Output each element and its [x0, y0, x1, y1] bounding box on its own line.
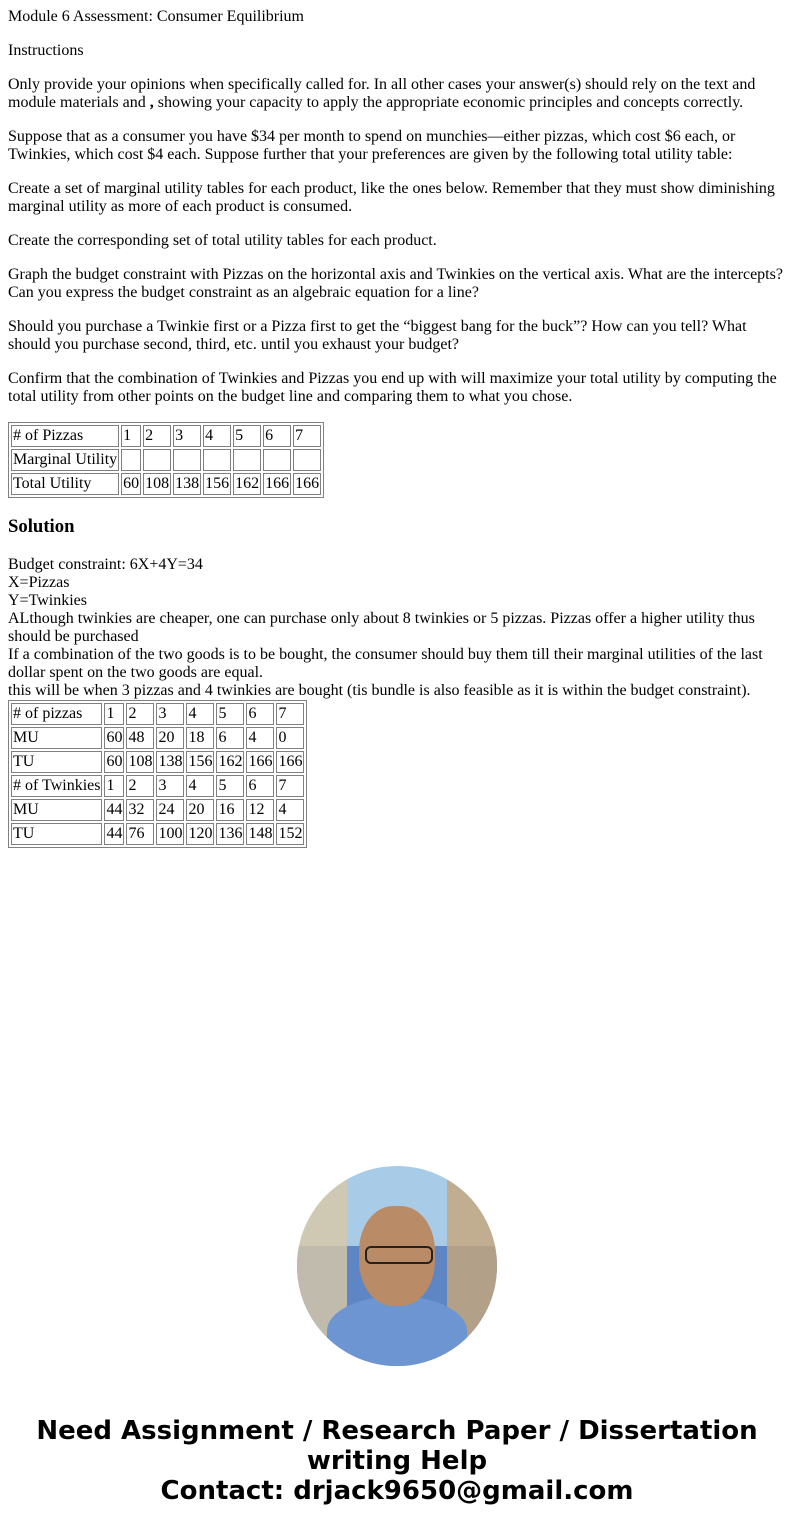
table-row — [11, 799, 304, 821]
row-header: Total Utility — [11, 473, 119, 495]
row-header: Marginal Utility — [11, 449, 119, 471]
row-header: TU — [11, 751, 102, 773]
row-header: MU — [11, 727, 102, 749]
solution-line: ALthough twinkies are cheaper, one can purchase only about 8 twinkies or 5 pizzas. Pizzas offer a higher utility thus should be purchased — [8, 610, 755, 645]
table-cell: 1 — [121, 425, 141, 447]
table-cell: 156 — [203, 473, 231, 495]
table-cell: 5 — [233, 425, 261, 447]
contact-email: Contact: drjack9650@gmail.com — [160, 1476, 634, 1506]
table-cell: 3 — [173, 425, 201, 447]
solution-line: X=Pizzas — [8, 574, 70, 591]
table-row — [11, 449, 321, 471]
table-row — [11, 751, 304, 773]
table-cell: 1 — [104, 703, 124, 725]
table-cell: 12 — [246, 799, 274, 821]
table-cell: 7 — [276, 703, 304, 725]
author-photo — [297, 1166, 497, 1366]
table-cell: 100 — [156, 823, 184, 845]
table-cell: 120 — [186, 823, 214, 845]
page-title: Module 6 Assessment: Consumer Equilibrium — [8, 8, 304, 25]
table-cell — [173, 449, 201, 471]
table-cell: 7 — [293, 425, 321, 447]
table-cell — [263, 449, 291, 471]
table-cell: 148 — [246, 823, 274, 845]
table-row — [11, 473, 321, 495]
row-header: # of Twinkies — [11, 775, 102, 797]
table-cell: 2 — [143, 425, 171, 447]
contact-banner — [8, 1416, 786, 1506]
table-row — [11, 823, 304, 845]
table-cell: 4 — [276, 799, 304, 821]
table-cell: 1 — [104, 775, 124, 797]
table-cell — [203, 449, 231, 471]
solution-line: this will be when 3 pizzas and 4 twinkies are bought (tis bundle is also feasible as it is within the budget constraint). — [8, 682, 751, 699]
table-cell: 32 — [126, 799, 154, 821]
table-cell: 166 — [246, 751, 274, 773]
table-cell: 162 — [216, 751, 244, 773]
table-cell: 166 — [293, 473, 321, 495]
table-cell: 156 — [186, 751, 214, 773]
table-cell: 3 — [156, 775, 184, 797]
table-cell: 4 — [203, 425, 231, 447]
table-cell — [293, 449, 321, 471]
table-row — [11, 775, 304, 797]
table-cell: 20 — [156, 727, 184, 749]
text: Only provide your opinions when specifically called for. In all other cases your answer(s) should rely on the text and module materials and — [8, 76, 756, 111]
table-cell: 0 — [276, 727, 304, 749]
text: showing your capacity to apply the appropriate economic principles and concepts correctly. — [153, 94, 744, 111]
table-row — [11, 727, 304, 749]
row-header: # of pizzas — [11, 703, 102, 725]
table-cell: 166 — [276, 751, 304, 773]
table-cell: 6 — [246, 703, 274, 725]
table-row — [11, 425, 321, 447]
table-cell — [121, 449, 141, 471]
table-cell: 2 — [126, 775, 154, 797]
banner-line: Need Assignment / Research Paper / Dissertation writing Help — [36, 1416, 758, 1476]
table-cell: 162 — [233, 473, 261, 495]
table-cell: 48 — [126, 727, 154, 749]
table-cell: 60 — [104, 751, 124, 773]
solution-line: If a combination of the two goods is to be bought, the consumer should buy them till their marginal utilities of the last dollar spent on the two goods are equal. — [8, 646, 763, 681]
table-cell: 4 — [186, 703, 214, 725]
solution-text — [8, 556, 786, 700]
table-cell: 44 — [104, 823, 124, 845]
table-cell: 76 — [126, 823, 154, 845]
table-cell: 4 — [246, 727, 274, 749]
table-cell: 3 — [156, 703, 184, 725]
table-cell: 152 — [276, 823, 304, 845]
table-cell: 7 — [276, 775, 304, 797]
table-cell: 16 — [216, 799, 244, 821]
table-cell: 138 — [173, 473, 201, 495]
utility-table — [8, 422, 324, 498]
table-cell: 5 — [216, 775, 244, 797]
table-cell — [143, 449, 171, 471]
paragraph: Confirm that the combination of Twinkies and Pizzas you end up with will maximize your total utility by computing the total utility from other points on the budget line and comparing them to what you chose. — [8, 370, 777, 405]
paragraph — [8, 76, 786, 112]
table-cell: 2 — [126, 703, 154, 725]
solution-line: Y=Twinkies — [8, 592, 88, 609]
table-cell: 24 — [156, 799, 184, 821]
row-header: MU — [11, 799, 102, 821]
table-cell: 108 — [143, 473, 171, 495]
solution-heading: Solution — [8, 516, 75, 537]
bold-text: , — [149, 94, 154, 111]
table-row — [11, 703, 304, 725]
instructions-heading: Instructions — [8, 42, 84, 59]
table-cell: 6 — [216, 727, 244, 749]
paragraph: Create a set of marginal utility tables for each product, like the ones below. Remember that they must show diminishing marginal utility as more of each product is consumed. — [8, 180, 775, 215]
paragraph: Graph the budget constraint with Pizzas on the horizontal axis and Twinkies on the vertical axis. What are the intercepts? Can you express the budget constraint as an algebraic equation for a line? — [8, 266, 783, 301]
table-cell: 4 — [186, 775, 214, 797]
table-cell: 6 — [246, 775, 274, 797]
table-cell: 44 — [104, 799, 124, 821]
paragraph: Suppose that as a consumer you have $34 per month to spend on munchies—either pizzas, which cost $6 each, or Twinkies, which cost $4 each. Suppose further that your preferences are given by the following total utility table: — [8, 128, 736, 163]
paragraph: Create the corresponding set of total utility tables for each product. — [8, 232, 437, 249]
table-cell: 166 — [263, 473, 291, 495]
paragraph: Should you purchase a Twinkie first or a Pizza first to get the “biggest bang for the buck”? How can you tell? What should you purchase second, third, etc. until you exhaust your budget? — [8, 318, 747, 353]
solution-table — [8, 700, 307, 848]
table-cell: 20 — [186, 799, 214, 821]
table-cell: 108 — [126, 751, 154, 773]
table-cell: 5 — [216, 703, 244, 725]
table-cell — [233, 449, 261, 471]
table-cell: 136 — [216, 823, 244, 845]
row-header: TU — [11, 823, 102, 845]
table-cell: 6 — [263, 425, 291, 447]
table-cell: 138 — [156, 751, 184, 773]
row-header: # of Pizzas — [11, 425, 119, 447]
table-cell: 18 — [186, 727, 214, 749]
table-cell: 60 — [104, 727, 124, 749]
table-cell: 60 — [121, 473, 141, 495]
solution-line: Budget constraint: 6X+4Y=34 — [8, 556, 203, 573]
